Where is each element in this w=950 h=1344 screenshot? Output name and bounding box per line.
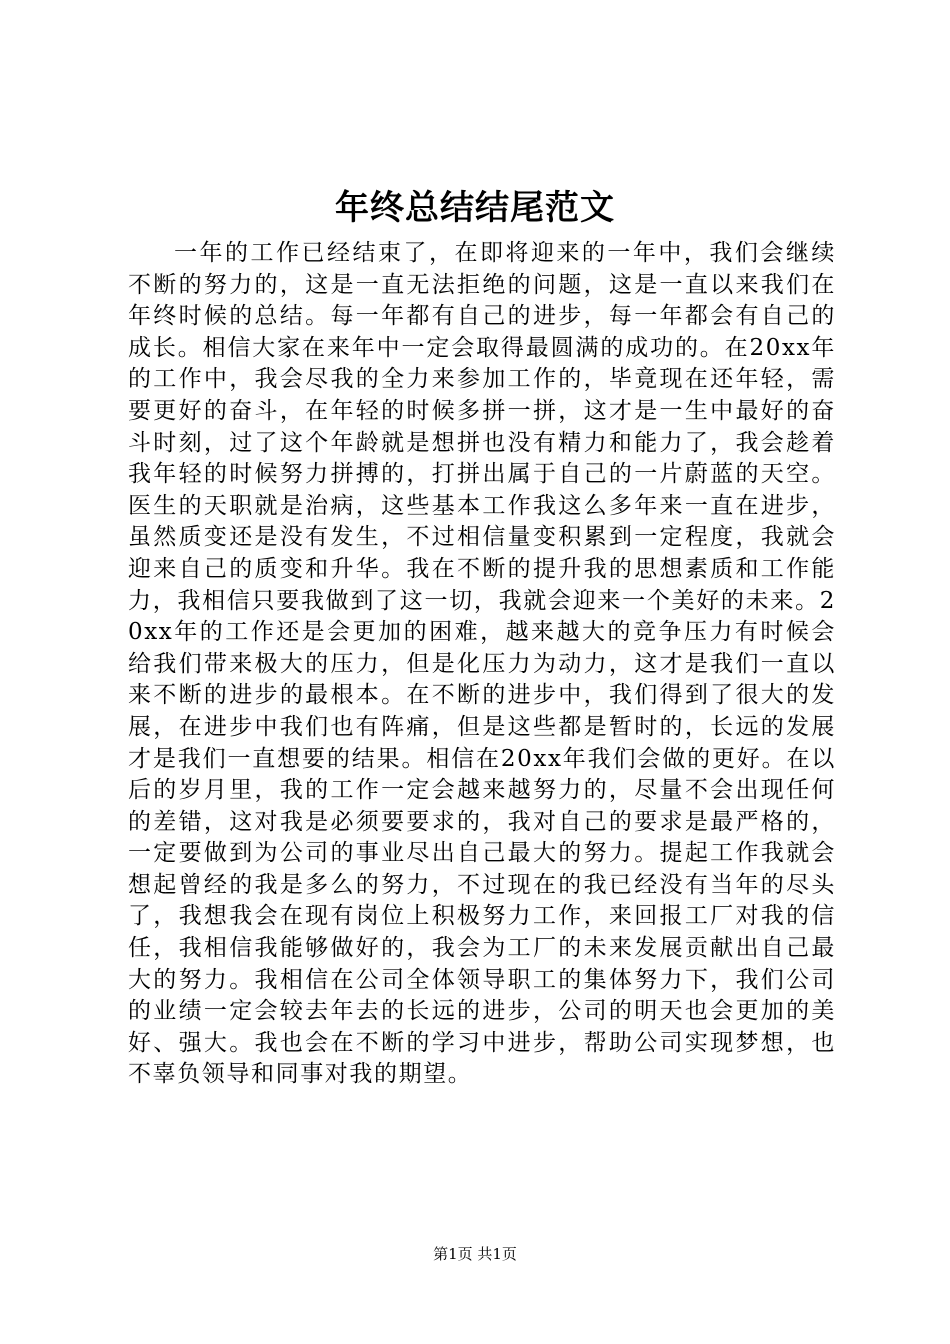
page-footer: 第1页 共1页 xyxy=(433,1245,517,1263)
document-body: 一年的工作已经结束了，在即将迎来的一年中，我们会继续不断的努力的，这是一直无法拒绝的问题，这是一直以来我们在年终时候的总结。每一年都有自己的进步，每一年都会有自己的成长。相信大家在来年中一定会取得最圆满的成功的。在20xx年的工作中，我会尽我的全力来参加工作的，毕竟现在还年轻，需要更好的奋斗，在年轻的时候多拼一拼，这才是一生中最好的奋斗时刻，过了这个年龄就是想拼也没有精力和能力了，我会趁着我年轻的时候努力拼搏的，打拼出属于自己的一片蔚蓝的天空。医生的天职就是治病，这些基本工作我这么多年来一直在进步，虽然质变还是没有发生，不过相信量变积累到一定程度，我就会迎来自己的质变和升华。我在不断的提升我的思想素质和工作能力，我相信只要我做到了这一切，我就会迎来一个美好的未来。20xx年的工作还是会更加的困难，越来越大的竞争压力有时候会给我们带来极大的压力，但是化压力为动力，这才是我们一直以来不断的进步的最根本。在不断的进步中，我们得到了很大的发展，在进步中我们也有阵痛，但是这些都是暂时的，长远的发展才是我们一直想要的结果。相信在20xx年我们会做的更好。在以后的岁月里，我的工作一定会越来越努力的，尽量不会出现任何的差错，这对我是必须要要求的，我对自己的要求是最严格的，一定要做到为公司的事业尽出自己最大的努力。提起工作我就会想起曾经的我是多么的努力，不过现在的我已经没有当年的尽头了，我想我会在现有岗位上积极努力工作，来回报工厂对我的信任，我相信我能够做好的，我会为工厂的未来发展贡献出自己最大的努力。我相信在公司全体领导职工的集体努力下，我们公司的业绩一定会较去年去的长远的进步，公司的明天也会更加的美好、强大。我也会在不断的学习中进步，帮助公司实现梦想，也不辜负领导和同事对我的期望。 xyxy=(128,240,836,1088)
document-title: 年终总结结尾范文 xyxy=(335,188,615,228)
